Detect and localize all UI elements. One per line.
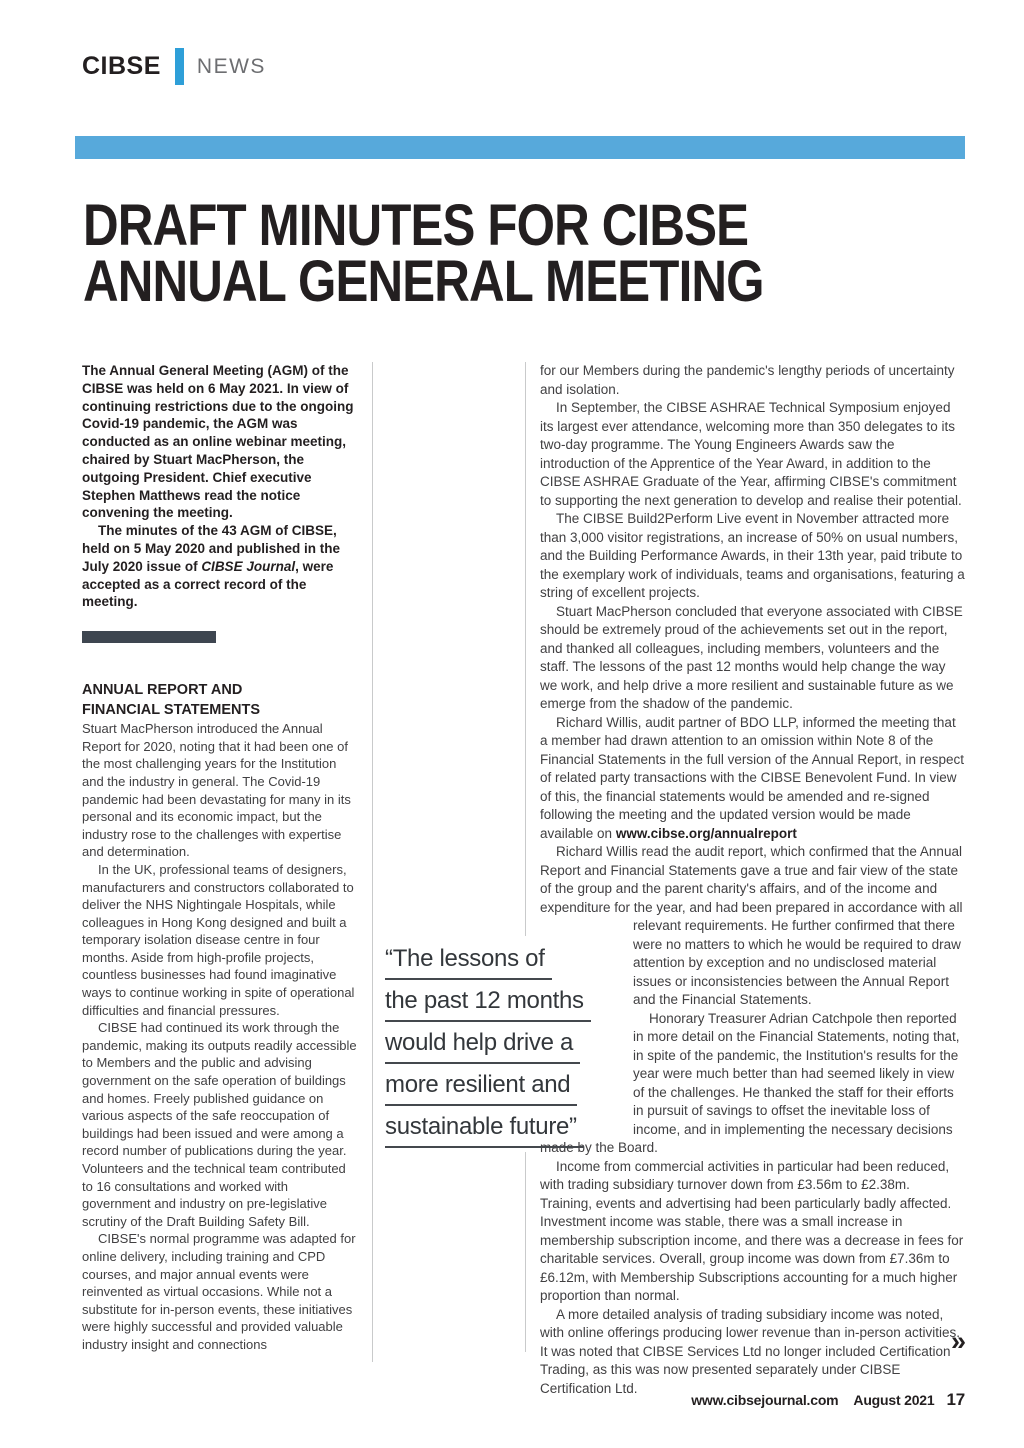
annual-report-link[interactable]: www.cibse.org/annualreport	[615, 825, 797, 841]
intro-paragraph: The Annual General Meeting (AGM) of the CIBSE was held on 6 May 2021. In view of continuing restrictions due to the ongoing Covid-19 pandemic, the AGM was conducted as an online webinar meeting, chaired by Stuart MacPherson, the outgoing President. Chief executive Stephen Matthews read the notice convening the meeting.	[82, 363, 354, 521]
body-paragraph: CIBSE had continued its work through the pandemic, making its outputs readily accessible to Members and the public and advising government on the safe operation of buildings and homes. Freely published guidance on various aspects of the safe reoccupation of buildings had been issued and were among a record number of publications during the year. Volunteers and the technical team contributed to 16 consultations and worked with government and industry on pre-legislative scrutiny of the Draft Building Safety Bill.	[82, 1020, 357, 1229]
story-continues-chevron-icon: »	[951, 1326, 967, 1356]
page-footer	[540, 1390, 965, 1410]
body-paragraph: Stuart MacPherson introduced the Annual Report for 2020, noting that it had been one of the most challenging years for the Institution and the industry in general. The Covid-19 pandemic had been devastating for many in its personal and its economic impact, but the industry rose to the challenges with expertise and determination.	[82, 721, 351, 860]
pull-quote-line: “The lessons of	[385, 944, 552, 980]
column-divider-rule	[372, 362, 373, 1362]
intro-standfirst	[82, 362, 360, 611]
intro-paragraph: The minutes of the 43 AGM of CIBSE, held on 5 May 2020 and published in the July 2020 issue of CIBSE Journal, were accepted as a correct record of the meeting.	[82, 523, 341, 610]
left-column	[82, 362, 360, 1354]
pull-quote-line: sustainable future”	[385, 1112, 584, 1148]
accent-band	[75, 136, 965, 159]
body-paragraph: In the UK, professional teams of designers, manufacturers and constructors collaborated to deliver the NHS Nightingale Hospitals, while colleagues in Hong Kong designed and built a temporary isolation disease centre in four months. Aside from high-profile projects, countless businesses had found imaginative ways to continue working in spite of operational difficulties and financial pressures.	[82, 861, 355, 1018]
left-column-body	[82, 720, 360, 1353]
issue-date: August 2021	[853, 1392, 935, 1408]
body-paragraph: A more detailed analysis of trading subsidiary income was noted, with online offerings producing lower revenue than in-person activities. It was noted that CIBSE Services Ltd no longer included Certification Trading, as this was now presented separately under CIBSE Certification Ltd.	[540, 1306, 960, 1396]
body-paragraph: Richard Willis read the audit report, which confirmed that the Annual Report and Financial Statements gave a true and fair view of the state of the group and the parent charity's affairs, and of the income and expenditure for the year, and had been prepared in accordance with all	[540, 844, 963, 915]
page-number: 17	[946, 1390, 965, 1409]
column-divider-rule	[525, 362, 526, 936]
pull-quote-line: the past 12 months	[385, 986, 591, 1022]
column-divider-rule	[525, 1152, 526, 1352]
body-paragraph: for our Members during the pandemic's lengthy periods of uncertainty and isolation.	[540, 363, 955, 397]
pull-quote-line: more resilient and	[385, 1070, 577, 1106]
body-paragraph: Stuart MacPherson concluded that everyone associated with CIBSE should be extremely proud of the achievements set out in the report, and thanked all colleagues, including members, volunteers and the staff. The lessons of the past 12 months would help change the way we work, and help drive a more resilient and sustainable future as we emerge from the shadow of the pandemic.	[540, 603, 963, 711]
right-column	[540, 362, 965, 1398]
section-divider-bar	[82, 631, 216, 643]
body-paragraph: Income from commercial activities in particular had been reduced, with trading subsidiary turnover down from £3.56m to £2.38m. Training, events and advertising had been particularly badly affected. Investment income was stable, there was a small increase in membership subscription income, and there was a decrease in fees for charitable services. Overall, group income was down from £7.36m to £6.12m, with Membership Subscriptions accounting for a much higher proportion than normal.	[540, 1158, 964, 1303]
journal-name-italic: CIBSE Journal	[201, 558, 296, 574]
body-paragraph: Richard Willis, audit partner of BDO LLP, informed the meeting that a member had drawn attention to an omission within Note 8 of the Financial Statements in the full version of the Annual Report, in respect of related party transactions with the CIBSE Benevolent Fund. In view of this, the financial statements would be amended and re-signed following the meeting and the updated version would be made available on www.cibse.org/annualreport	[540, 714, 964, 841]
section-label: NEWS	[196, 54, 266, 78]
page-header	[82, 48, 266, 85]
journal-url: www.cibsejournal.com	[691, 1392, 839, 1408]
pull-quote	[385, 944, 617, 1154]
body-paragraph: CIBSE's normal programme was adapted for online delivery, including training and CPD courses, and major annual events were reinvented as virtual occasions. While not a substitute for in-person events, these initiatives were highly successful and provided valuable industry insight and connections	[82, 1231, 356, 1352]
brand-divider-bar	[175, 48, 184, 85]
brand-logo: CIBSE	[82, 52, 161, 80]
body-paragraph: relevant requirements. He further confirmed that there were no matters to which he would be required to draw attention by exception and no undisclosed material issues or inconsistencies between the Annual Report and the Financial Statements.	[633, 918, 961, 1007]
article-title-line2: ANNUAL GENERAL MEETING	[83, 249, 764, 314]
body-paragraph: The CIBSE Build2Perform Live event in November attracted more than 3,000 visitor registrations, an increase of 50% on usual numbers, and the Building Performance Awards, in their 13th year, paid tribute to the exemplary work of individuals, teams and organisations, featuring a string of excellent projects.	[540, 511, 965, 600]
article-title-line1: DRAFT MINUTES FOR CIBSE	[83, 193, 749, 258]
pull-quote-line: would help drive a	[385, 1028, 580, 1064]
article-title	[83, 193, 764, 314]
section-heading: ANNUAL REPORT AND FINANCIAL STATEMENTS	[82, 682, 261, 719]
body-paragraph: In September, the CIBSE ASHRAE Technical Symposium enjoyed its largest ever attendance, welcoming more than 350 delegates to its two-day programme. The Young Engineers Awards saw the introduction of the Apprentice of the Year Award, in addition to the CIBSE ASHRAE Graduate of the Year, affirming CIBSE's commitment to supporting the next generation to develop and realise their potential.	[540, 400, 962, 508]
body-paragraph: Honorary Treasurer Adrian Catchpole then reported in more detail on the Financial Statements, noting that, in spite of the pandemic, the Institution's results for the year were much better than had seemed likely in view of the challenges. He thanked the staff for their efforts in pursuit of savings to offset the inevitable loss of income, and in implementing the necessary decisions made by the Board.	[540, 1010, 960, 1155]
